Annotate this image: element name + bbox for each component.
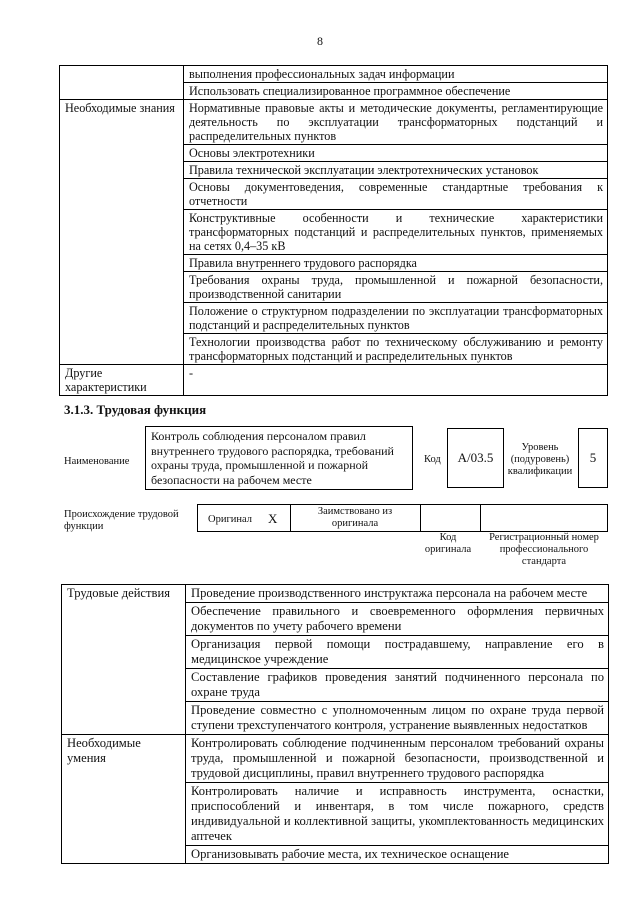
table-cell: Основы электротехники	[184, 145, 608, 162]
function-name: Контроль соблюдения персоналом правил внутреннего трудового распорядка, требований охраны труда, промышленной и пожарной безопасности на рабочем месте	[151, 429, 394, 487]
table-cell: Контролировать соблюдение подчиненным персоналом требований охраны труда, промышленной и пожарной безопасности, производственной и трудовой дисциплины, правил внутреннего трудового распорядка	[186, 735, 609, 783]
table-cell: Проведение совместно с уполномоченным лицом по охране труда первой ступени трехступенчатого контроля, устранение выявленных недостатков	[186, 702, 609, 735]
actions-label: Трудовые действия	[62, 585, 186, 735]
table-cell: Нормативные правовые акты и методические документы, регламентирующие деятельность по эксплуатации трансформаторных подстанций и распределительных пунктов	[184, 100, 608, 145]
table-cell: Проведение производственного инструктажа персонала на рабочем месте	[186, 585, 609, 603]
table-cell: Составление графиков проведения занятий подчиненного персонала по охране труда	[186, 669, 609, 702]
table-row	[60, 66, 608, 83]
table-cell: Основы документоведения, современные стандартные требования к отчетности	[184, 179, 608, 210]
skills-label: Необходимые умения	[62, 735, 186, 864]
table-cell: Положение о структурном подразделении по эксплуатации трансформаторных подстанций и распределительных пунктов	[184, 303, 608, 334]
original-mark: X	[268, 511, 278, 526]
registration-caption: Регистрационный номер профессионального стандарта	[489, 532, 599, 567]
table-cell: выполнения профессиональных задач информации	[184, 66, 608, 83]
table-cell: Использовать специализированное программное обеспечение	[184, 83, 608, 100]
divider	[480, 505, 481, 531]
table-row	[60, 100, 608, 145]
table-cell: Требования охраны труда, промышленной и пожарной безопасности, производственной санитарии	[184, 272, 608, 303]
table-cell: Правила технической эксплуатации электротехнических установок	[184, 162, 608, 179]
table-cell: Правила внутреннего трудового распорядка	[184, 255, 608, 272]
qualification-level-box	[578, 428, 608, 488]
table-cell: Обеспечение правильного и своевременного оформления первичных документов по учету рабочего времени	[186, 603, 609, 636]
table-cell: Конструктивные особенности и технические характеристики трансформаторных подстанций и распределительных пунктов, применяемых на сетях 0,4–35 кВ	[184, 210, 608, 255]
name-label: Наименование	[64, 456, 130, 467]
code-label: Код	[424, 454, 441, 465]
table-row	[62, 735, 609, 783]
divider	[290, 505, 291, 531]
knowledge-label: Необходимые знания	[60, 100, 184, 365]
knowledge-table	[59, 65, 608, 396]
origin-row	[197, 504, 608, 532]
table-cell: Организация первой помощи пострадавшему, направление его в медицинское учреждение	[186, 636, 609, 669]
other-characteristics-label: Другие характеристики	[60, 365, 184, 396]
borrowed-label: Заимствовано из оригинала	[317, 506, 393, 529]
level-label: Уровень (подуровень) квалификации	[507, 442, 573, 477]
labor-actions-table	[61, 584, 609, 864]
empty-label-cell	[60, 66, 184, 100]
original-label: Оригинал	[208, 514, 252, 525]
function-code-box	[447, 428, 504, 488]
other-characteristics-value: -	[184, 365, 608, 396]
qualification-level: 5	[589, 450, 597, 465]
table-row	[62, 585, 609, 603]
table-row	[60, 365, 608, 396]
table-cell: Технологии производства работ по техническому обслуживанию и ремонту трансформаторных подстанций и распределительных пунктов	[184, 334, 608, 365]
function-name-box	[145, 426, 413, 490]
origin-label: Происхождение трудовой функции	[64, 509, 179, 532]
table-cell: Организовывать рабочие места, их техническое оснащение	[186, 846, 609, 864]
table-cell: Контролировать наличие и исправность инструмента, оснастки, приспособлений и инвентаря, в том числе пожарного, средств индивидуальной и коллективной защиты, укомплектованность медицинских аптечек	[186, 783, 609, 846]
page-number: 8	[317, 34, 323, 48]
section-title: 3.1.3. Трудовая функция	[64, 402, 207, 417]
function-code: A/03.5	[457, 450, 494, 465]
code-caption: Код оригинала	[424, 532, 472, 555]
divider	[420, 505, 421, 531]
